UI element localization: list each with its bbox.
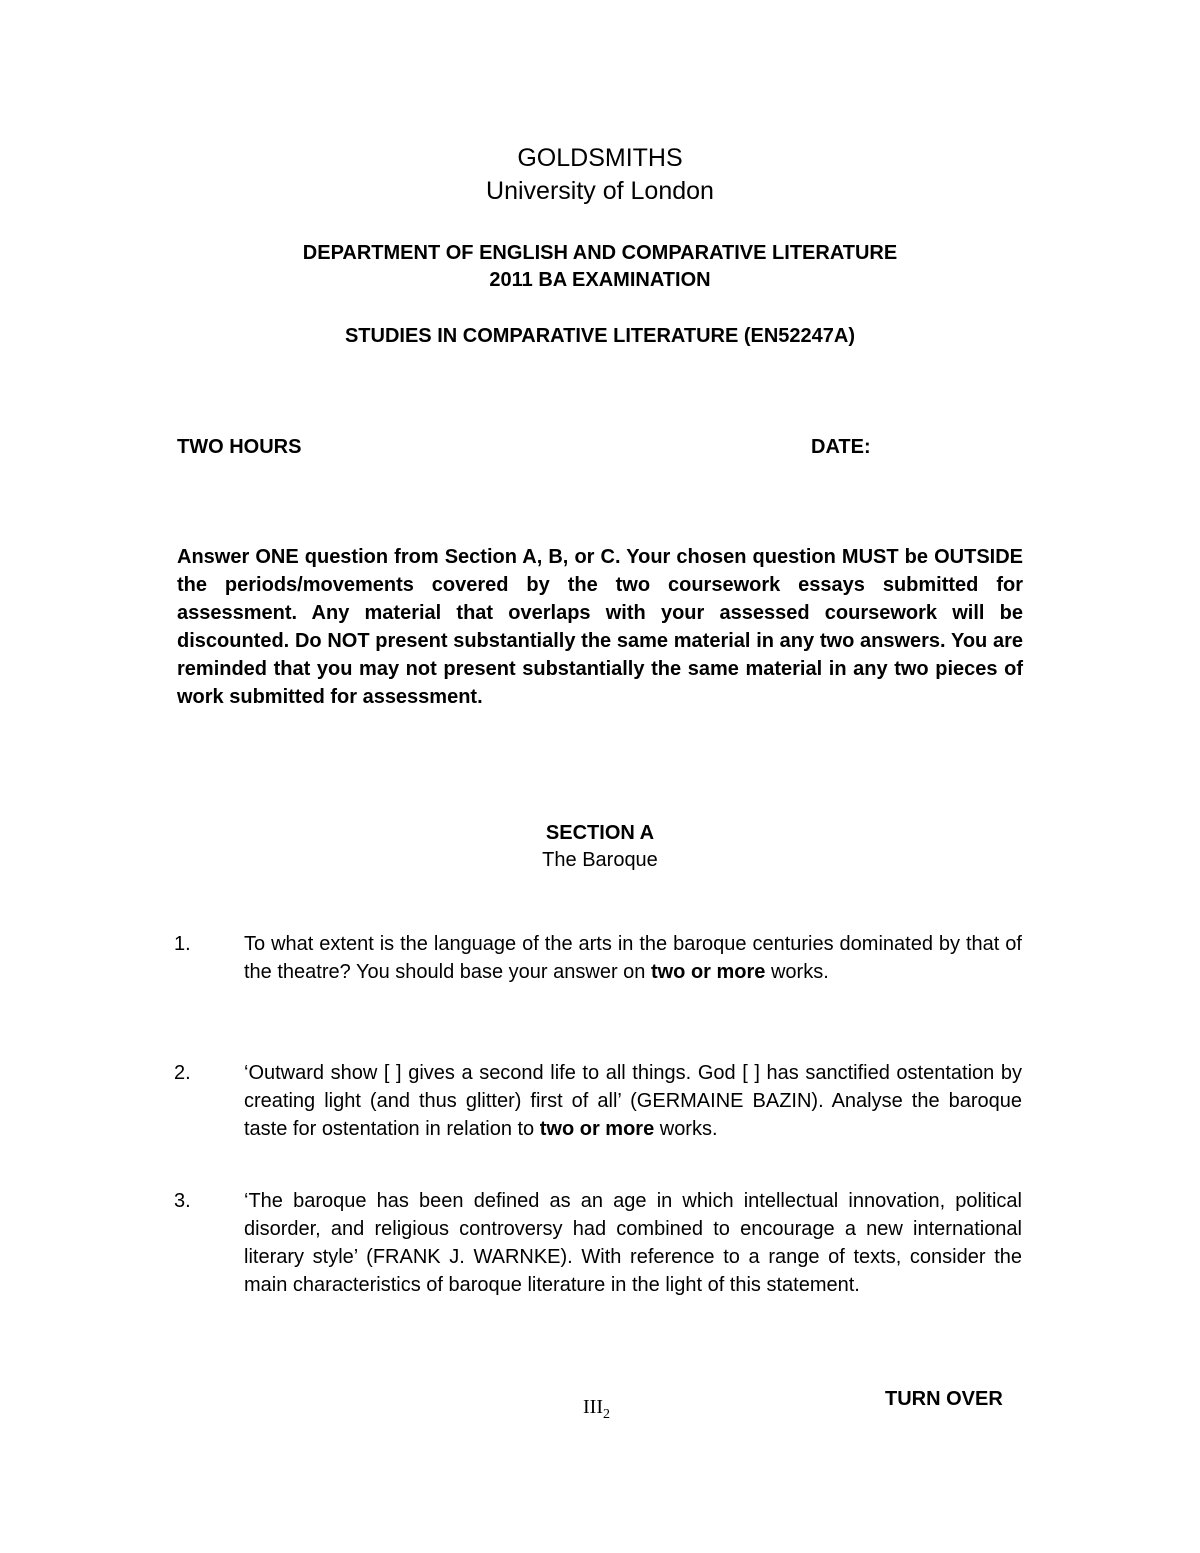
department-title: DEPARTMENT OF ENGLISH AND COMPARATIVE LITERATURE [302,242,898,264]
question-number: 3. [174,1190,191,1212]
question-emphasis: two or more [650,961,766,983]
exam-duration: TWO HOURS [177,436,302,458]
question-number: 2. [174,1062,191,1084]
question-emphasis: two or more [539,1118,655,1140]
question-number: 1. [174,933,191,955]
question-text: ‘The baroque has been defined as an age in which intellectual innovation, political disorder, and religious controversy had combined to encourage a new international literary style’ (FRANK J. WARNKE). With reference to a range of texts, consider the main characteristics of baroque literature in the light of this statement. [244,1190,1022,1296]
institution-subtitle: University of London [486,177,714,205]
exam-title: 2011 BA EXAMINATION [489,269,711,291]
course-title: STUDIES IN COMPARATIVE LITERATURE (EN52247A) [344,325,856,347]
section-heading: SECTION A [545,822,655,844]
turn-over-label: TURN OVER [885,1388,1003,1410]
section-title: The Baroque [542,849,658,871]
question-text: To what extent is the language of the arts in the baroque centuries dominated by that of the theatre? You should base your answer on two or more works. [244,933,1022,983]
date-label: DATE: [811,436,871,458]
page-code: $III_2$ [583,1396,610,1422]
institution-name: GOLDSMITHS [517,144,683,172]
exam-instructions: Answer ONE question from Section A, B, or C. Your chosen question MUST be OUTSIDE the periods/movements covered by the two coursework essays submitted for assessment. Any material that overlaps with your assessed coursework will be discounted. Do NOT present substantially the same material in any two answers. You are reminded that you may not present substantially the same material in any two pieces of work submitted for assessment. [177,546,1023,708]
question-text: ‘Outward show [ ] gives a second life to all things. God [ ] has sanctified ostentation by creating light (and thus glitter) first of all’ (GERMAINE BAZIN). Analyse the baroque taste for ostentation in relation to two or more works. [244,1062,1022,1140]
